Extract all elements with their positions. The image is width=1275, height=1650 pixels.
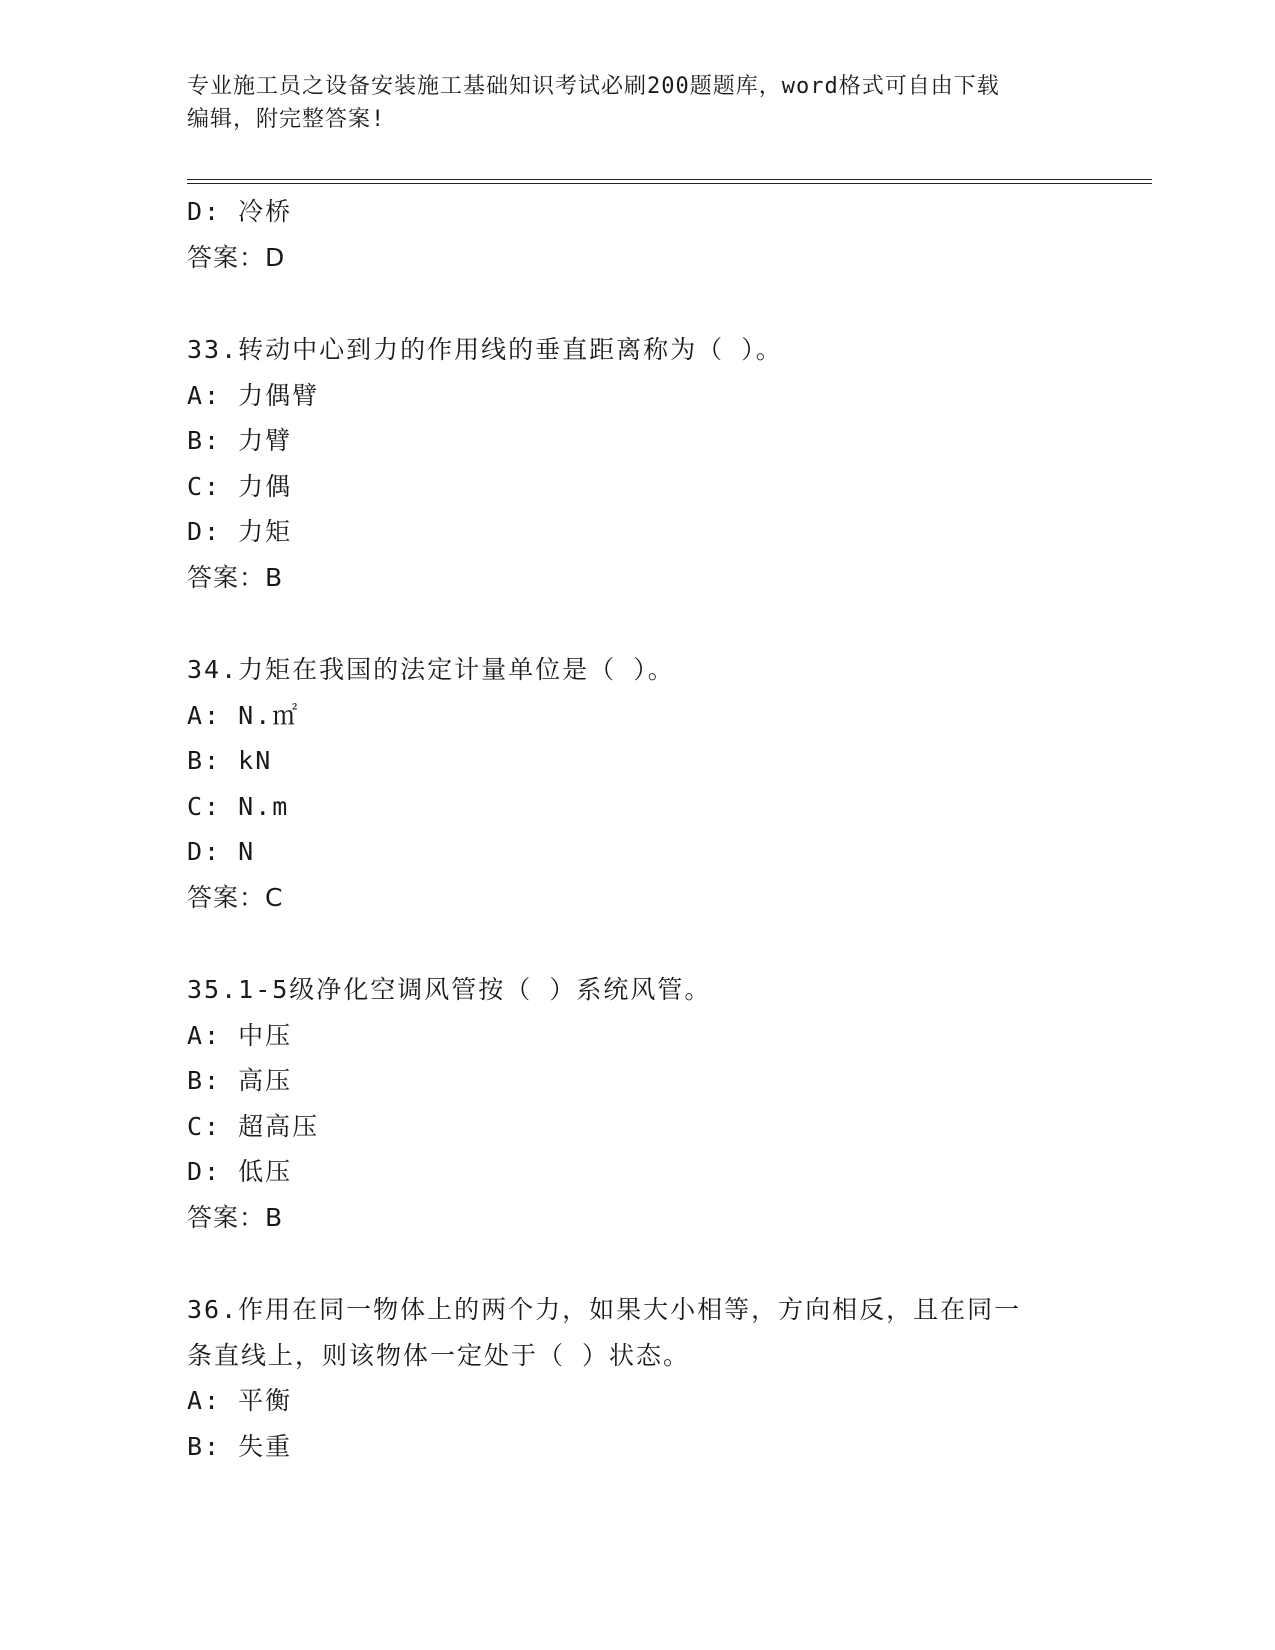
option-d: D: 力矩 <box>187 517 293 546</box>
question-32-tail <box>187 189 1087 280</box>
spacer <box>187 1240 1087 1287</box>
option-d: D: N <box>187 837 256 866</box>
header-line-1: 专业施工员之设备安装施工基础知识考试必刷200题题库，word格式可自由下载 <box>187 74 1000 99</box>
spacer <box>187 280 1087 327</box>
option-a: A: 平衡 <box>187 1386 293 1415</box>
question-title: 34.力矩在我国的法定计量单位是（ ）。 <box>187 655 675 684</box>
option-a: A: N.㎡ <box>187 700 300 730</box>
option-d: D: 冷桥 <box>187 197 293 226</box>
option-c: C: 力偶 <box>187 471 293 501</box>
option-a: A: 中压 <box>187 1020 293 1050</box>
option-b: B: 高压 <box>187 1066 293 1095</box>
document-body <box>187 189 1087 1469</box>
spacer <box>187 920 1087 967</box>
question-33 <box>187 327 1087 600</box>
answer-line: 答案：D <box>187 242 286 272</box>
header-line-2: 编辑，附完整答案! <box>187 107 386 132</box>
option-b: B: 失重 <box>187 1431 293 1461</box>
question-title: 35.1-5级净化空调风管按（ ）系统风管。 <box>187 975 712 1004</box>
question-title-line-1: 36.作用在同一物体上的两个力，如果大小相等，方向相反，且在同一 <box>187 1295 1022 1324</box>
option-b: B: 力臂 <box>187 426 293 455</box>
spacer <box>187 600 1087 647</box>
option-d: D: 低压 <box>187 1157 293 1186</box>
answer-line: 答案：B <box>187 562 284 592</box>
question-34 <box>187 647 1087 920</box>
option-c: C: N.m <box>187 791 290 821</box>
header-divider-top <box>187 179 1152 180</box>
option-c: C: 超高压 <box>187 1111 320 1141</box>
option-b: B: kN <box>187 746 273 775</box>
header-divider-bottom <box>187 183 1152 184</box>
question-title: 33.转动中心到力的作用线的垂直距离称为（ ）。 <box>187 335 783 364</box>
question-36 <box>187 1287 1087 1469</box>
answer-line: 答案：C <box>187 882 284 912</box>
question-title-line-2: 条直线上，则该物体一定处于（ ）状态。 <box>187 1340 691 1370</box>
question-35 <box>187 967 1087 1240</box>
answer-line: 答案：B <box>187 1202 284 1232</box>
document-header <box>187 70 1077 136</box>
option-a: A: 力偶臂 <box>187 380 320 410</box>
